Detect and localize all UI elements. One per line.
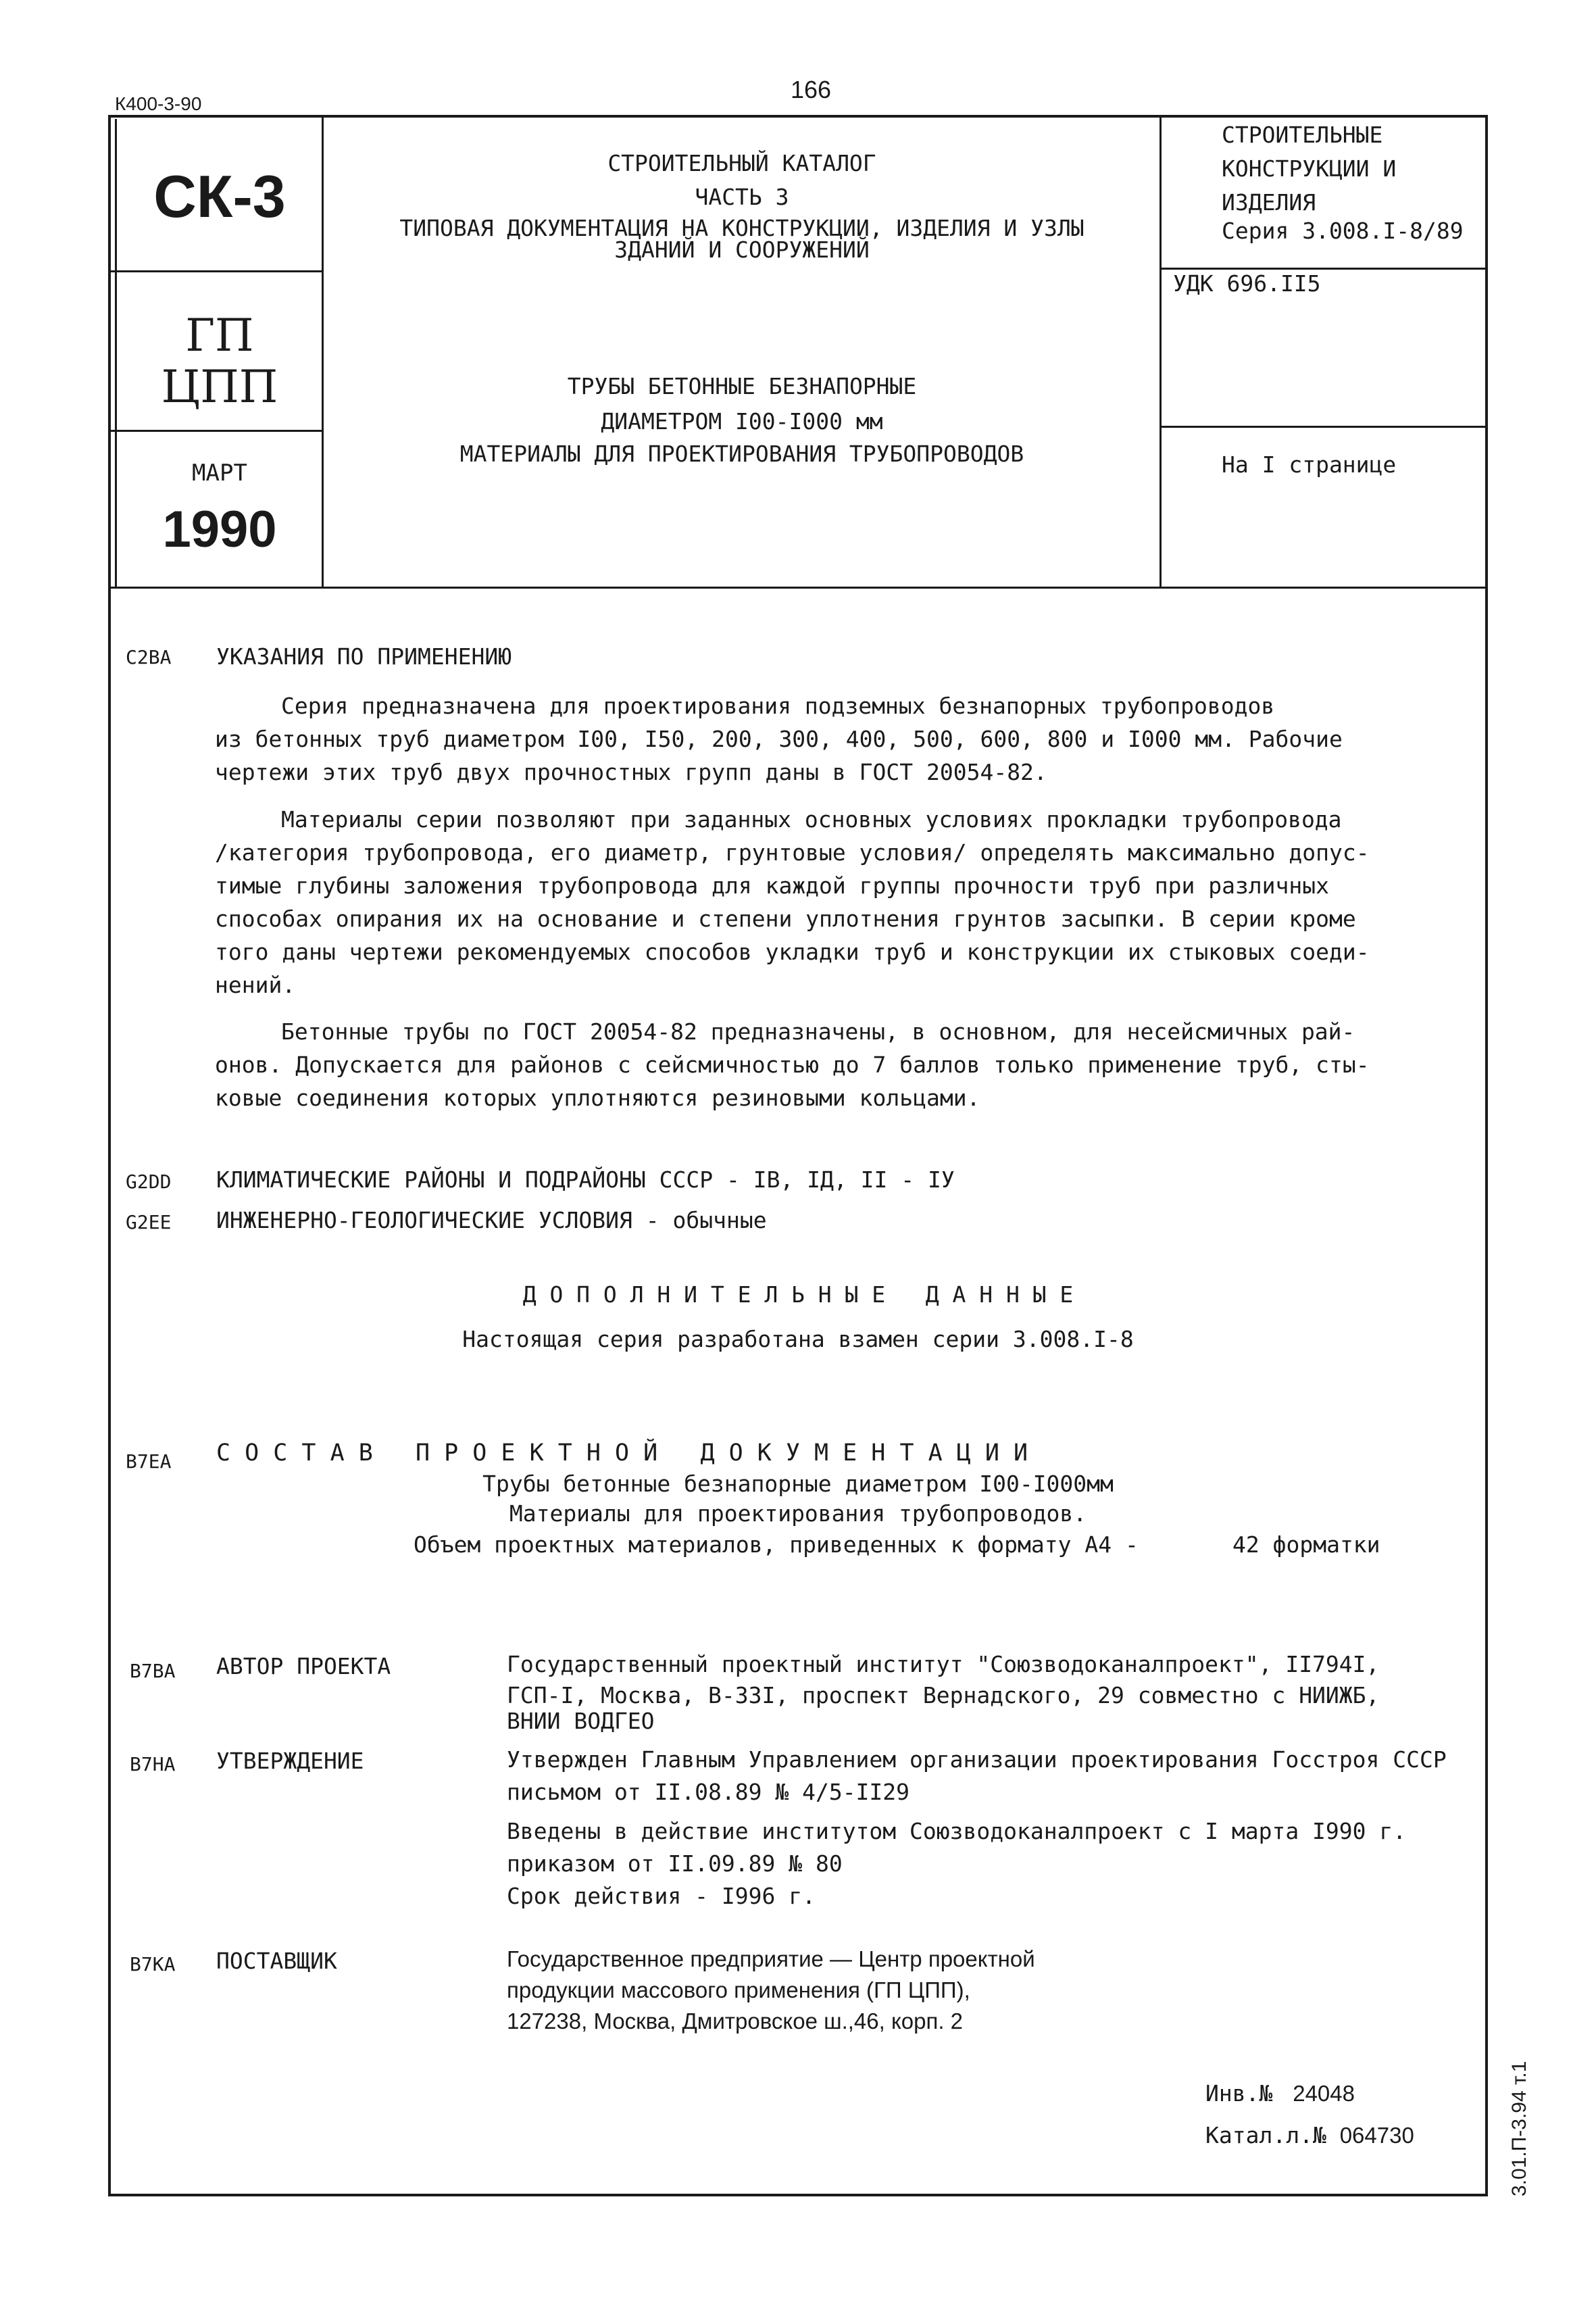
doc-code: К400-3-90 bbox=[115, 93, 202, 114]
author-label: АВТОР ПРОЕКТА bbox=[216, 1653, 391, 1679]
frame-bottom bbox=[108, 2194, 1488, 2196]
right-div-2 bbox=[1159, 426, 1487, 428]
text-line: письмом от II.08.89 № 4/5-II29 bbox=[507, 1779, 910, 1805]
text-line: продукции массового применения (ГП ЦПП), bbox=[507, 1977, 970, 2002]
org-line1: ГП bbox=[185, 310, 254, 362]
year: 1990 bbox=[162, 501, 277, 558]
page-number: 166 bbox=[791, 76, 832, 103]
catalog-line4: ЗДАНИЙ И СООРУЖЕНИЙ bbox=[614, 237, 870, 263]
composition-line2: Материалы для проектирования трубопроводов. bbox=[509, 1500, 1087, 1527]
text-line: ГСП-I, Москва, В-33I, проспект Вернадского, 29 совместно с НИИЖБ, bbox=[507, 1682, 1380, 1708]
text-line: Введены в действие институтом Союзводоканалпроект с I марта I990 г. bbox=[507, 1818, 1407, 1844]
text-line: ВНИИ ВОДГЕО bbox=[507, 1708, 655, 1734]
left-div-2 bbox=[111, 430, 323, 432]
composition-line3: Объем проектных материалов, приведенных к формату А4 - bbox=[414, 1531, 1139, 1558]
composition-code: B7EA bbox=[126, 1450, 172, 1473]
additional-text: Настоящая серия разработана взамен серии 3.008.I-8 bbox=[462, 1326, 1134, 1352]
supplier-code: B7KA bbox=[130, 1953, 176, 1975]
text-line: Утвержден Главным Управлением организации проектирования Госстроя СССР bbox=[507, 1746, 1447, 1773]
catalog-title: СТРОИТЕЛЬНЫЙ КАТАЛОГ bbox=[607, 150, 876, 176]
left-div-1 bbox=[111, 270, 323, 272]
right-line1: СТРОИТЕЛЬНЫЕ bbox=[1222, 122, 1383, 148]
inventory-number bbox=[1205, 2080, 1355, 2107]
doc-title-line3: МАТЕРИАЛЫ ДЛЯ ПРОЕКТИРОВАНИЯ ТРУБОПРОВОДОВ bbox=[459, 441, 1024, 467]
frame-top bbox=[108, 115, 1488, 118]
climate-code: G2DD bbox=[126, 1171, 172, 1193]
catalog-sheet-label: Катал.л.№ bbox=[1205, 2122, 1326, 2148]
composition-line1: Трубы бетонные безнапорные диаметром I00-I000мм bbox=[482, 1471, 1114, 1497]
text-line: 127238, Москва, Дмитровское ш.,46, корп. 2 bbox=[507, 2009, 964, 2034]
text-line: чертежи этих труб двух прочностных групп даны в ГОСТ 20054-82. bbox=[215, 759, 1047, 785]
header-bottom-line bbox=[108, 587, 1488, 589]
frame-left bbox=[108, 115, 111, 2196]
text-line: Материалы серии позволяют при заданных основных условиях прокладки трубопровода bbox=[281, 806, 1342, 833]
usage-paragraph-3 bbox=[215, 1015, 1472, 1114]
composition-heading: С О С Т А В П Р О Е К Т Н О Й Д О К У М Е Н Т А Ц И И bbox=[216, 1439, 1028, 1467]
text-line: Государственное предприятие — Центр проектной bbox=[507, 1946, 1035, 1971]
approval-label: УТВЕРЖДЕНИЕ bbox=[216, 1748, 364, 1774]
inventory-value: 24048 bbox=[1293, 2081, 1355, 2106]
composition-formats: 42 форматки bbox=[1232, 1531, 1380, 1558]
right-line2: КОНСТРУКЦИИ И bbox=[1222, 155, 1397, 182]
text-line: /категория трубопровода, его диаметр, грунтовые условия/ определять максимально допус- bbox=[215, 839, 1370, 866]
org-line2: ЦПП bbox=[161, 361, 278, 413]
geology-text: ИНЖЕНЕРНО-ГЕОЛОГИЧЕСКИЕ УСЛОВИЯ - обычные bbox=[216, 1207, 767, 1233]
doc-title-line1: ТРУБЫ БЕТОННЫЕ БЕЗНАПОРНЫЕ bbox=[567, 373, 917, 399]
month: МАРТ bbox=[192, 460, 247, 487]
text-line: Бетонные трубы по ГОСТ 20054-82 предназначены, в основном, для несейсмичных рай- bbox=[281, 1018, 1355, 1045]
right-div-1 bbox=[1159, 268, 1487, 270]
series-number: Серия 3.008.I-8/89 bbox=[1222, 218, 1464, 244]
text-line: тимые глубины заложения трубопровода для каждой группы прочности труб при различных bbox=[215, 872, 1330, 899]
approval-code: B7HA bbox=[130, 1753, 176, 1775]
author-code: B7BA bbox=[130, 1660, 176, 1682]
text-line: онов. Допускается для районов с сейсмичностью до 7 баллов только применение труб, сты- bbox=[215, 1052, 1370, 1078]
series-code: СК-3 bbox=[153, 163, 286, 230]
text-line: того даны чертежи рекомендуемых способов укладки труб и конструкции их стыковых соеди- bbox=[215, 939, 1370, 965]
right-line3: ИЗДЕЛИЯ bbox=[1222, 189, 1316, 216]
text-line: приказом от II.09.89 № 80 bbox=[507, 1850, 843, 1877]
author-text bbox=[507, 1649, 1480, 1734]
climate-text: КЛИМАТИЧЕСКИЕ РАЙОНЫ И ПОДРАЙОНЫ СССР - IВ, IД, II - IУ bbox=[216, 1166, 955, 1193]
udk: УДК 696.II5 bbox=[1173, 270, 1321, 297]
text-line: Срок действия - I996 г. bbox=[507, 1883, 816, 1909]
geology-code: G2EE bbox=[126, 1211, 172, 1233]
text-line: нений. bbox=[215, 972, 296, 998]
usage-paragraph-2 bbox=[215, 803, 1472, 1002]
right-col-left bbox=[1159, 115, 1162, 588]
left-col-right bbox=[322, 115, 324, 588]
text-line: ковые соединения которых уплотняются резиновыми кольцами. bbox=[215, 1085, 980, 1111]
text-line: из бетонных труб диаметром I00, I50, 200, 300, 400, 500, 600, 800 и I000 мм. Рабочие bbox=[215, 726, 1343, 752]
side-stamp: 3.01.П-3.94 т.1 bbox=[1508, 2061, 1530, 2196]
catalog-sheet-value: 064730 bbox=[1339, 2123, 1414, 2148]
approval-text bbox=[507, 1744, 1480, 1913]
catalog-part: ЧАСТЬ 3 bbox=[695, 184, 789, 210]
text-line: способах опирания их на основание и степени уплотнения грунтов засыпки. В серии кроме bbox=[215, 906, 1356, 932]
usage-paragraph-1 bbox=[215, 689, 1472, 789]
supplier-label: ПОСТАВЩИК bbox=[216, 1948, 337, 1974]
supplier-text bbox=[507, 1944, 1453, 2037]
usage-code: C2BA bbox=[126, 646, 172, 668]
catalog-sheet-number bbox=[1205, 2122, 1414, 2148]
inventory-label: Инв.№ bbox=[1205, 2080, 1273, 2107]
usage-heading: УКАЗАНИЯ ПО ПРИМЕНЕНИЮ bbox=[216, 643, 512, 670]
text-line: Государственный проектный институт "Союзводоканалпроект", II794I, bbox=[507, 1651, 1380, 1677]
text-line: Серия предназначена для проектирования подземных безнапорных трубопроводов bbox=[281, 693, 1275, 719]
pages-count: На I странице bbox=[1222, 451, 1397, 478]
left-box-left bbox=[115, 119, 117, 588]
additional-heading: Д О П О Л Н И Т Е Л Ь Н Ы Е Д А Н Н Ы Е bbox=[522, 1281, 1074, 1308]
catalog-line3: ТИПОВАЯ ДОКУМЕНТАЦИЯ НА КОНСТРУКЦИИ, ИЗДЕЛИЯ И УЗЛЫ bbox=[399, 215, 1084, 241]
doc-title-line2: ДИАМЕТРОМ I00-I000 мм bbox=[601, 408, 883, 435]
